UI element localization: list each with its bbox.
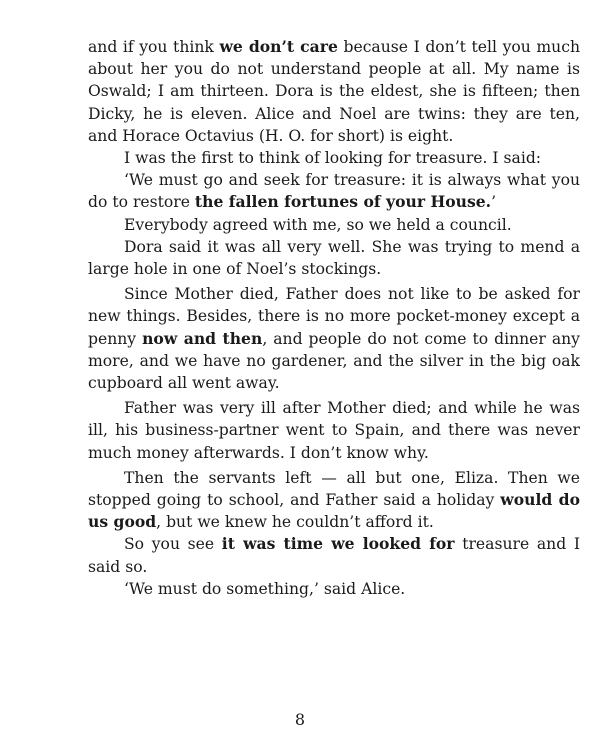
text-run: Since Mother died, Father does not like to be asked for new things. Besides, there is no more pocket-money except a penny	[88, 285, 580, 348]
paragraph	[88, 578, 580, 600]
paragraph	[88, 169, 580, 213]
bold-phrase: we don’t care	[219, 37, 338, 56]
text-run: Father was very ill after Mother died; and while he was ill, his business-partner went to Spain, and there was never much money afterwards. I don’t know why.	[88, 399, 580, 462]
paragraph	[88, 236, 580, 280]
text-run: treasure and I said so.	[88, 535, 581, 576]
text-run: ‘We must do something,’ said Alice.	[124, 579, 406, 598]
text-run: Then the servants left — all but one, Eliza. Then we stopped going to school, and Father said a holiday	[88, 468, 580, 510]
paragraph	[88, 467, 580, 534]
page-number: 8	[294, 710, 306, 729]
bold-phrase: now and then	[142, 328, 263, 348]
text-run: ‘We must go and seek for treasure: it is always what you do to restore	[88, 171, 580, 212]
paragraph	[88, 214, 580, 236]
paragraph	[88, 147, 580, 169]
paragraph	[88, 397, 580, 464]
bold-phrase: the fallen fortunes of your House.	[194, 192, 492, 212]
text-run: , and people do not come to dinner any more, and we have no gardener, and the silver in the big oak cupboard all went away.	[88, 329, 580, 393]
text-run: and if you think	[88, 38, 220, 56]
text-run: because I don’t tell you much about her you do not understand people at all. My name is Oswald; I am thirteen. Dora is the eldest, she is fifteen; then Dicky, he is eleven. Alice and Noel are twins: they are ten, and Horace Octavius (H. O. for short) is eight.	[88, 38, 581, 145]
bold-phrase: would do us good	[88, 490, 580, 532]
text-run: , but we knew he couldn’t afford it.	[156, 513, 434, 532]
paragraph	[88, 36, 580, 147]
text-run: Dora said it was all very well. She was trying to mend a large hole in one of Noel’s stockings.	[88, 237, 580, 279]
paragraph	[88, 533, 580, 577]
paragraph	[88, 283, 580, 394]
text-run: ’	[491, 193, 497, 212]
text-run: I was the first to think of looking for treasure. I said:	[124, 149, 542, 168]
text-run: So you see	[124, 535, 222, 554]
body-text	[88, 36, 580, 600]
text-run: Everybody agreed with me, so we held a council.	[124, 215, 512, 234]
bold-phrase: it was time we looked for	[221, 534, 455, 554]
